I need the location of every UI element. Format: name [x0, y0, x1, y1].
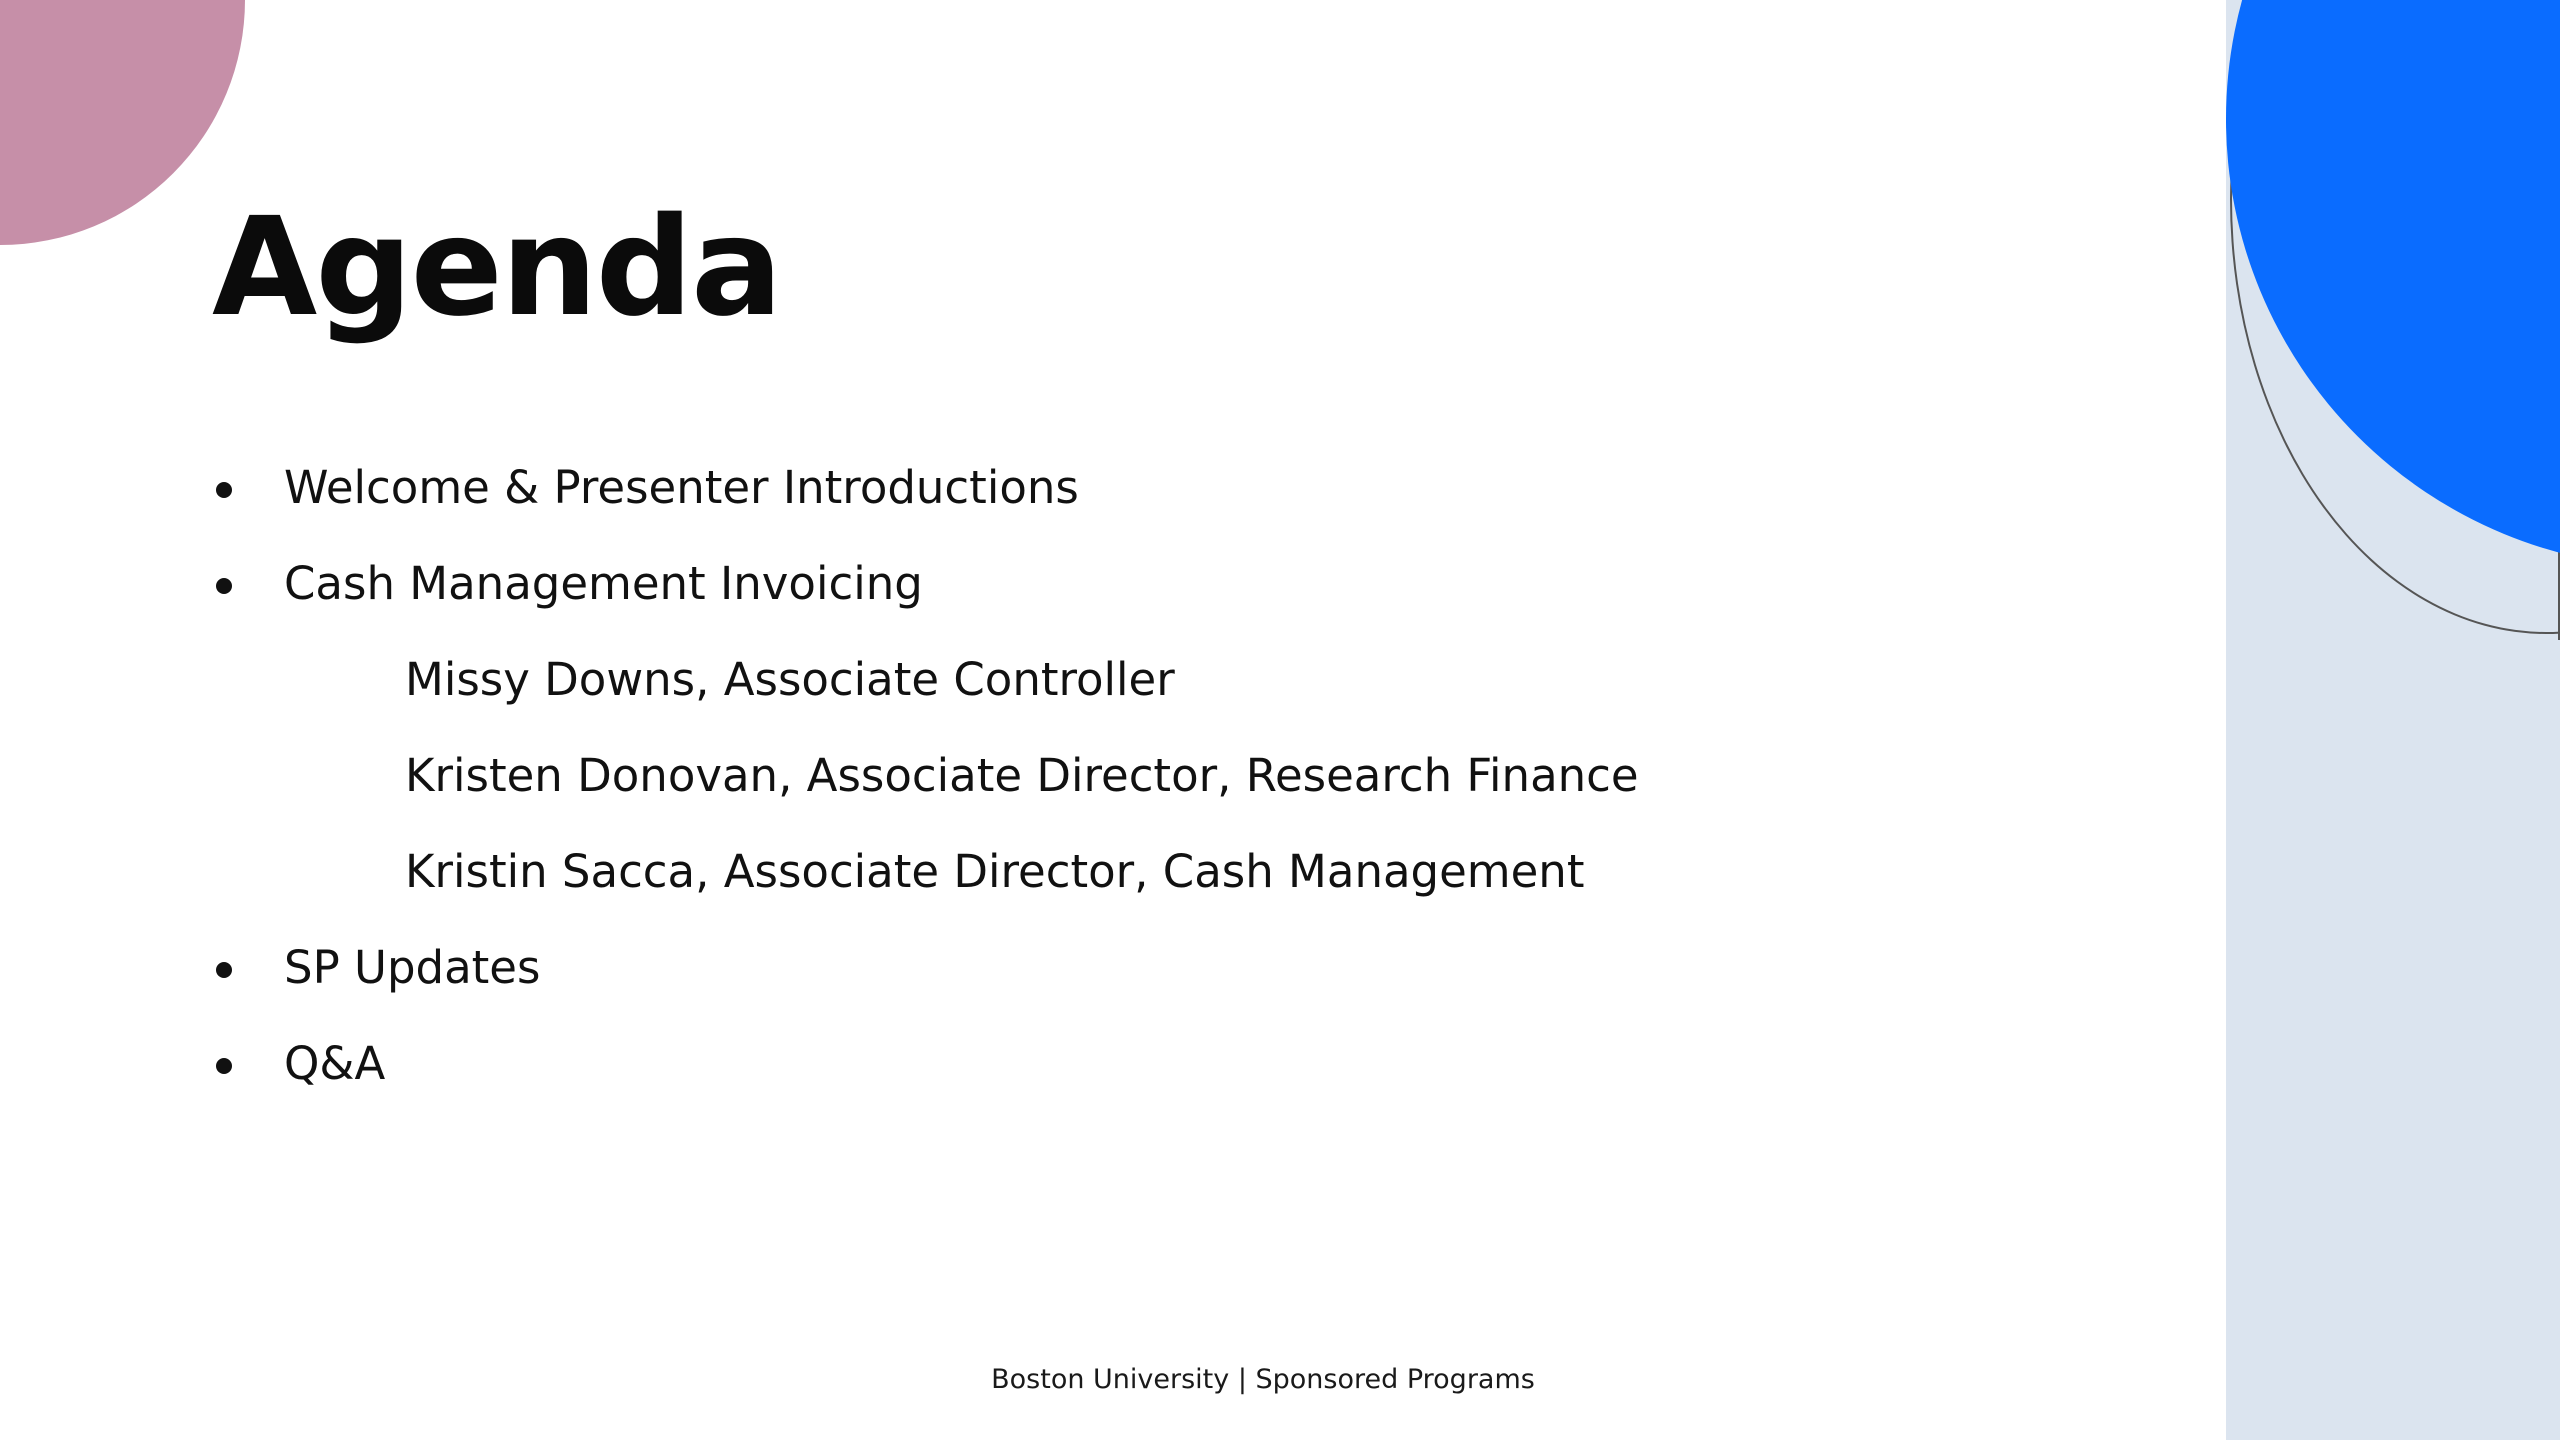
agenda-item-label: Q&A [284, 1037, 386, 1090]
presenter-label: Missy Downs, Associate Controller [405, 653, 1175, 706]
presenter-label: Kristen Donovan, Associate Director, Research Finance [405, 749, 1639, 802]
bullet-icon [216, 962, 232, 978]
bullet-icon [216, 482, 232, 498]
presenter-label: Kristin Sacca, Associate Director, Cash Management [405, 845, 1585, 898]
bullet-icon [216, 1058, 232, 1074]
slide-footer: Boston University | Sponsored Programs [991, 1364, 1535, 1395]
agenda-item-label: SP Updates [284, 941, 541, 994]
pink-circle-decoration [0, 0, 245, 245]
agenda-item-label: Welcome & Presenter Introductions [284, 461, 1079, 514]
bullet-icon [216, 578, 232, 594]
slide-title: Agenda [212, 189, 781, 347]
agenda-item-label: Cash Management Invoicing [284, 557, 923, 610]
